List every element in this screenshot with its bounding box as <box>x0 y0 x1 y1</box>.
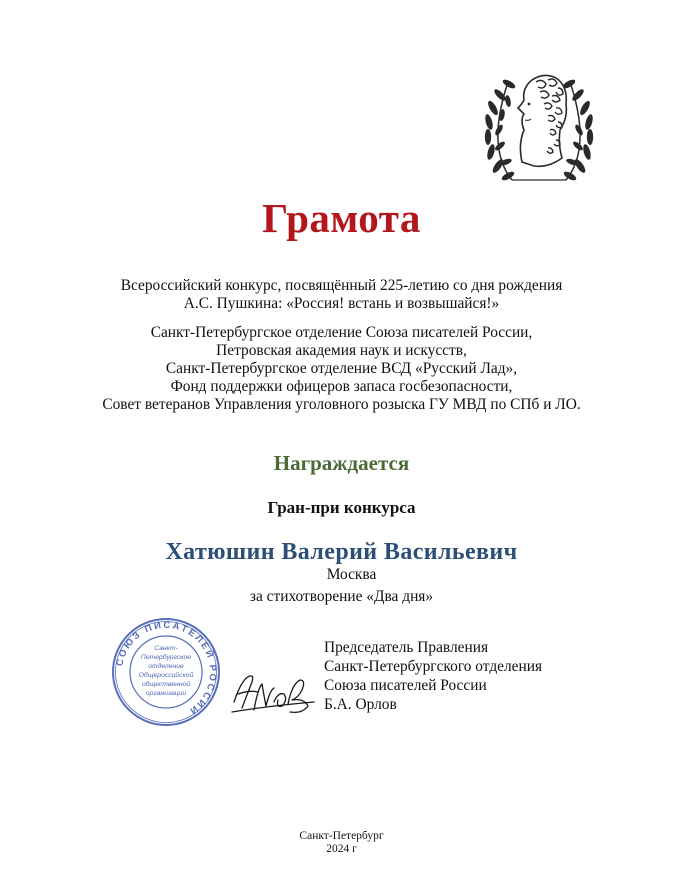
certificate-title: Грамота <box>262 195 421 241</box>
stamp-center-line: Общероссийской <box>138 672 194 679</box>
signature <box>228 666 320 718</box>
contest-line-1: Всероссийский конкурс, посвящённый 225-летию со дня рождения <box>120 277 563 294</box>
stamp-center-line: отделение <box>148 663 184 670</box>
chair-line-1: Председатель Правления <box>324 639 489 656</box>
awarded-heading: Награждается <box>273 451 410 475</box>
recipient-name: Хатюшин Валерий Васильевич <box>165 539 518 565</box>
pushkin-laurel-emblem-icon <box>478 58 600 188</box>
organization-stamp <box>110 616 222 728</box>
organizer-line: Совет ветеранов Управления уголовного розыска ГУ МВД по СПб и ЛО. <box>102 396 581 413</box>
stamp-center-line: Петербургское <box>140 654 192 661</box>
organizer-line: Санкт-Петербургское отделение Союза писателей России, <box>150 324 533 341</box>
chair-name: Б.А. Орлов <box>324 696 397 713</box>
stamp-center-line: Санкт- <box>154 645 178 652</box>
contest-line-2: А.С. Пушкина: «Россия! встань и возвышайся!» <box>183 295 500 312</box>
organizer-line: Петровская академия наук и искусств, <box>216 342 467 359</box>
organizer-line: Санкт-Петербургское отделение ВСД «Русский Лад», <box>165 360 518 377</box>
organizers-list <box>0 324 683 414</box>
organizer-line: Фонд поддержки офицеров запаса госбезопасности, <box>170 378 513 395</box>
stamp-center-line: общественной <box>141 681 191 688</box>
recipient-city: Москва <box>326 566 377 583</box>
chair-line-3: Союза писателей России <box>324 677 487 694</box>
stamp-center-line: организации <box>145 690 187 697</box>
footer-year: 2024 г <box>326 843 357 855</box>
footer <box>0 830 683 856</box>
prize-title: Гран-при конкурса <box>267 498 416 517</box>
recipient-work: за стихотворение «Два дня» <box>249 588 434 605</box>
stamp-ring-text: СОЮЗ ПИСАТЕЛЕЙ РОССИИ <box>114 619 219 718</box>
chairman-signature-block <box>324 638 542 714</box>
footer-city: Санкт-Петербург <box>299 830 384 842</box>
contest-description <box>0 277 683 313</box>
chair-line-2: Санкт-Петербургского отделения <box>324 658 543 675</box>
